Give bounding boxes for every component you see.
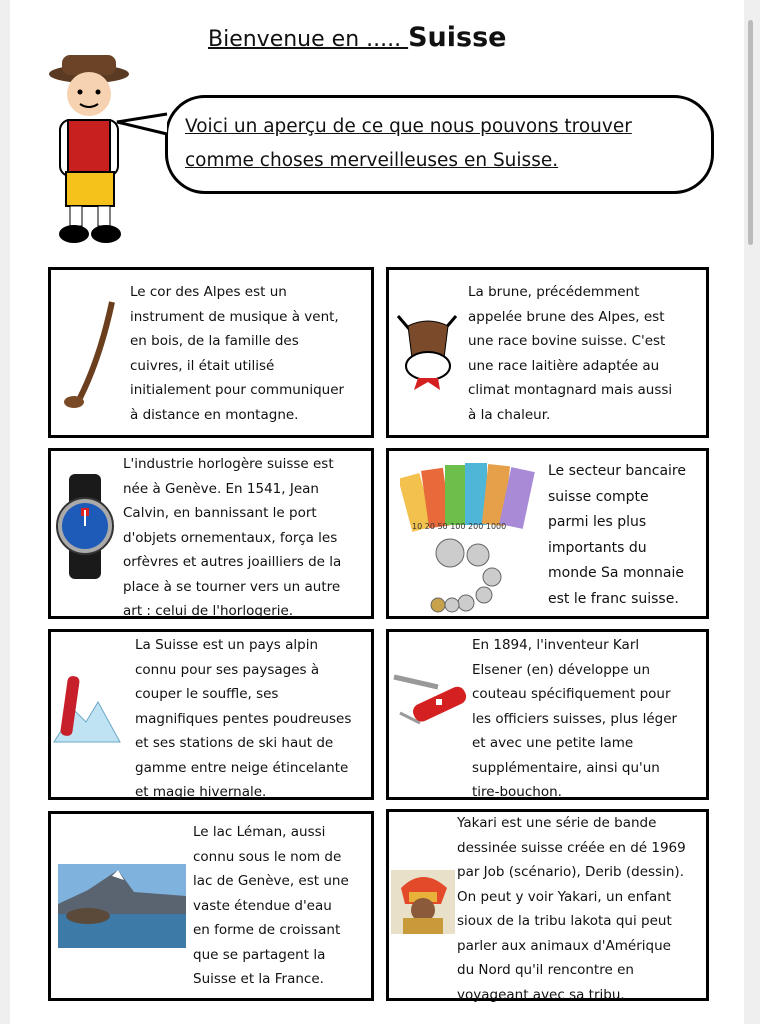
text-line: d'objets ornementaux, força les bbox=[123, 529, 338, 546]
text-line: On peut y voir Yakari, un enfant bbox=[457, 888, 672, 905]
ski-mountain-image bbox=[52, 672, 122, 747]
text-line: Elsener (en) développe un bbox=[472, 661, 651, 678]
text-line: cuivres, il était utilisé bbox=[130, 357, 275, 374]
text-line: Le cor des Alpes est un bbox=[130, 284, 287, 300]
card-cow-text bbox=[468, 280, 672, 427]
card-ski-text bbox=[135, 633, 351, 805]
text-line: née à Genève. En 1541, Jean bbox=[123, 480, 319, 497]
text-line: et avec une petite lame bbox=[472, 735, 634, 751]
text-line: est le franc suisse. bbox=[548, 590, 679, 607]
text-line: monde Sa monnaie bbox=[548, 565, 684, 581]
text-line: Calvin, en bannissant le port bbox=[123, 505, 317, 521]
lake-mountain-image bbox=[58, 864, 186, 948]
text-line: suisse compte bbox=[548, 488, 649, 505]
swiss-knife-image bbox=[390, 665, 470, 735]
card-knife-text bbox=[472, 633, 677, 805]
text-line: par Job (scénario), Derib (dessin). bbox=[457, 864, 684, 880]
text-line: supplémentaire, ainsi qu'un bbox=[472, 759, 660, 776]
text-line: à distance en montagne. bbox=[130, 406, 299, 423]
text-line: dessinée suisse créée en dé 1969 bbox=[457, 839, 686, 856]
text-line: appelée brune des Alpes, est bbox=[468, 308, 665, 325]
text-line: place à se tourner vers un autre bbox=[123, 578, 341, 595]
card-bank-text bbox=[548, 459, 686, 612]
text-line: et ses stations de ski haut de bbox=[135, 735, 334, 751]
text-line: Le secteur bancaire bbox=[548, 463, 686, 479]
text-line: connu sous le nom de bbox=[193, 848, 342, 865]
scrollbar[interactable] bbox=[748, 20, 753, 245]
text-line: parmi les plus bbox=[548, 514, 647, 530]
text-line: instrument de musique à vent, bbox=[130, 308, 339, 325]
text-line: à la chaleur. bbox=[468, 406, 551, 423]
text-line: sioux de la tribu lakota qui peut bbox=[457, 913, 672, 929]
text-line: en forme de croissant bbox=[193, 922, 341, 938]
intro-text bbox=[185, 110, 632, 178]
swiss-boy-illustration bbox=[42, 52, 137, 247]
text-line: tire-bouchon. bbox=[472, 784, 562, 800]
text-line: les officiers suisses, plus léger bbox=[472, 710, 678, 727]
text-line: et magie hivernale. bbox=[135, 784, 267, 800]
watch-image bbox=[55, 474, 117, 579]
text-line: initialement pour communiquer bbox=[130, 382, 345, 398]
text-line: orfèvres et autres joailliers de la bbox=[123, 554, 342, 570]
text-line: Suisse et la France. bbox=[193, 971, 324, 987]
cow-image bbox=[388, 308, 468, 393]
card-yakari-text bbox=[457, 811, 686, 1007]
text-line: importants du bbox=[548, 539, 647, 556]
intro-line: Voici un aperçu de ce que nous pouvons trouver bbox=[185, 116, 632, 137]
speech-bubble-tail bbox=[115, 110, 175, 140]
alphorn-image bbox=[60, 298, 120, 418]
text-line: Yakari est une série de bande bbox=[457, 815, 657, 831]
swiss-money-image bbox=[400, 455, 540, 615]
text-line: du Nord qu'il rencontre en bbox=[457, 962, 634, 978]
text-line: voyageant avec sa tribu. bbox=[457, 986, 625, 1003]
text-line: gamme entre neige étincelante bbox=[135, 759, 349, 776]
title-prefix: Bienvenue en ..... bbox=[208, 27, 409, 52]
text-line: connu pour ses paysages à bbox=[135, 661, 320, 678]
text-line: La brune, précédemment bbox=[468, 284, 640, 300]
text-line: couper le souffle, ses bbox=[135, 686, 279, 702]
card-lake-text bbox=[193, 820, 349, 992]
title-country: Suisse bbox=[408, 22, 507, 53]
text-line: art : celui de l'horlogerie. bbox=[123, 603, 294, 619]
text-line: magnifiques pentes poudreuses bbox=[135, 710, 352, 727]
text-line: couteau spécifiquement pour bbox=[472, 686, 671, 702]
text-line: Le lac Léman, aussi bbox=[193, 824, 326, 840]
text-line: une race bovine suisse. C'est bbox=[468, 333, 666, 349]
page-title bbox=[208, 22, 506, 53]
text-line: En 1894, l'inventeur Karl bbox=[472, 637, 640, 653]
text-line: La Suisse est un pays alpin bbox=[135, 637, 319, 653]
card-watch-text bbox=[123, 452, 341, 624]
text-line: en bois, de la famille des bbox=[130, 333, 299, 349]
text-line: L'industrie horlogère suisse est bbox=[123, 456, 334, 472]
text-line: lac de Genève, est une bbox=[193, 873, 349, 889]
text-line: une race laitière adaptée au bbox=[468, 357, 660, 374]
text-line: climat montagnard mais aussi bbox=[468, 382, 673, 398]
text-line: vaste étendue d'eau bbox=[193, 897, 332, 914]
intro-line: comme choses merveilleuses en Suisse. bbox=[185, 150, 559, 171]
svg-text:10 20 50 100 200 1000: 10 20 50 100 200 1000 bbox=[412, 522, 507, 531]
text-line: que se partagent la bbox=[193, 946, 326, 963]
card-alphorn-text bbox=[130, 280, 344, 427]
yakari-comic-image bbox=[391, 870, 455, 934]
text-line: parler aux animaux d'Amérique bbox=[457, 937, 671, 954]
